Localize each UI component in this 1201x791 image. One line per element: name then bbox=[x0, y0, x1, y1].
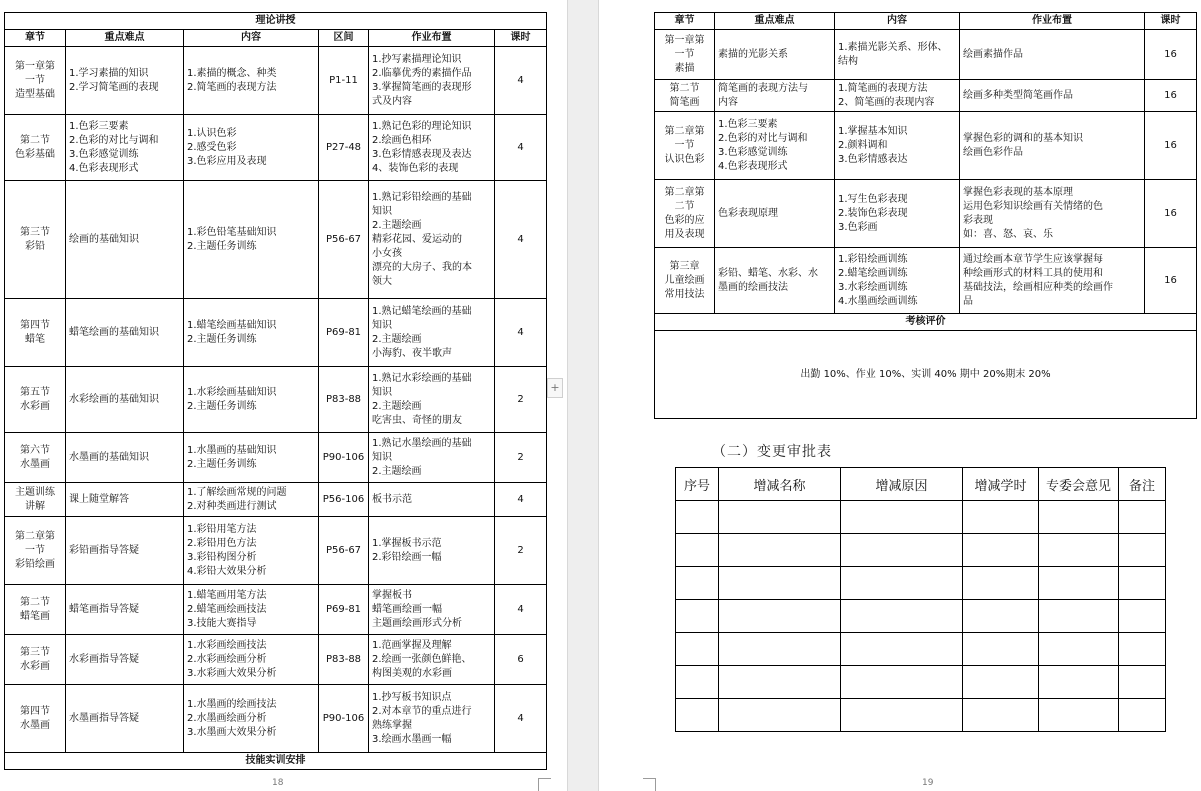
approval-empty-cell[interactable] bbox=[1119, 501, 1166, 534]
homework-cell: 1.熟记水墨绘画的基础 知识 2.主题绘画 bbox=[369, 433, 495, 483]
approval-empty-cell[interactable] bbox=[1119, 600, 1166, 633]
homework-cell: 绘画素描作品 bbox=[960, 30, 1145, 80]
hours-cell: 16 bbox=[1145, 180, 1197, 248]
table-row bbox=[5, 635, 547, 685]
right-syllabus-table bbox=[654, 12, 1197, 419]
approval-empty-row bbox=[676, 633, 1166, 666]
chapter-cell: 第四节 水墨画 bbox=[5, 685, 66, 753]
column-header: 作业布置 bbox=[960, 13, 1145, 30]
hours-cell: 4 bbox=[495, 115, 547, 181]
hours-cell: 2 bbox=[495, 367, 547, 433]
approval-empty-cell[interactable] bbox=[1039, 699, 1119, 732]
table-row bbox=[655, 248, 1197, 314]
homework-cell: 通过绘画本章节学生应该掌握每 种绘画形式的材料工具的使用和 基础技法，绘画相应种类的绘画作 品 bbox=[960, 248, 1145, 314]
chapter-cell: 第二节 简笔画 bbox=[655, 80, 715, 112]
approval-empty-cell[interactable] bbox=[1039, 567, 1119, 600]
range-cell: P56-67 bbox=[319, 517, 369, 585]
homework-cell: 1.抄写素描理论知识 2.临摹优秀的素描作品 3.掌握简笔画的表现形 式及内容 bbox=[369, 47, 495, 115]
page-gutter bbox=[567, 0, 599, 791]
content-cell: 1.彩铅用笔方法 2.彩铅用色方法 3.彩铅构图分析 4.彩铅大效果分析 bbox=[184, 517, 319, 585]
table-row bbox=[5, 433, 547, 483]
approval-empty-cell[interactable] bbox=[841, 633, 963, 666]
focus-cell: 彩铅、蜡笔、水彩、水 墨画的绘画技法 bbox=[715, 248, 835, 314]
content-cell: 1.了解绘画常规的问题 2.对种类画进行测试 bbox=[184, 483, 319, 517]
column-header: 内容 bbox=[184, 30, 319, 47]
hours-cell: 4 bbox=[495, 685, 547, 753]
range-cell: P83-88 bbox=[319, 367, 369, 433]
table-row bbox=[655, 180, 1197, 248]
content-cell: 1.认识色彩 2.感受色彩 3.色彩应用及表现 bbox=[184, 115, 319, 181]
approval-empty-row bbox=[676, 501, 1166, 534]
approval-empty-cell[interactable] bbox=[1119, 633, 1166, 666]
hours-cell: 16 bbox=[1145, 248, 1197, 314]
approval-empty-cell[interactable] bbox=[676, 633, 719, 666]
column-header: 章节 bbox=[5, 30, 66, 47]
chapter-cell: 第一章第 一节 造型基础 bbox=[5, 47, 66, 115]
content-cell: 1.写生色彩表现 2.装饰色彩表现 3.色彩画 bbox=[835, 180, 960, 248]
approval-empty-cell[interactable] bbox=[1119, 534, 1166, 567]
approval-empty-cell[interactable] bbox=[841, 699, 963, 732]
approval-empty-row bbox=[676, 534, 1166, 567]
column-header: 内容 bbox=[835, 13, 960, 30]
section-header-theory: 理论讲授 bbox=[5, 13, 547, 30]
approval-column-header: 序号 bbox=[676, 468, 719, 501]
approval-column-header: 增减学时 bbox=[963, 468, 1039, 501]
content-cell: 1.水墨画的绘画技法 2.水墨画绘画分析 3.水墨画大效果分析 bbox=[184, 685, 319, 753]
table-row bbox=[5, 517, 547, 585]
assessment-weights: 出勤 10%、作业 10%、实训 40% 期中 20%期末 20% bbox=[655, 331, 1197, 419]
approval-empty-cell[interactable] bbox=[676, 501, 719, 534]
table-row bbox=[5, 483, 547, 517]
approval-column-header: 备注 bbox=[1119, 468, 1166, 501]
focus-cell: 水墨画的基础知识 bbox=[66, 433, 184, 483]
approval-empty-row bbox=[676, 567, 1166, 600]
chapter-cell: 第三节 水彩画 bbox=[5, 635, 66, 685]
focus-cell: 课上随堂解答 bbox=[66, 483, 184, 517]
hours-cell: 4 bbox=[495, 585, 547, 635]
homework-cell: 板书示范 bbox=[369, 483, 495, 517]
page-corner-mark bbox=[643, 778, 656, 791]
approval-empty-cell[interactable] bbox=[841, 666, 963, 699]
approval-empty-row bbox=[676, 600, 1166, 633]
hours-cell: 4 bbox=[495, 483, 547, 517]
page-corner-mark bbox=[538, 778, 551, 791]
table-row bbox=[655, 80, 1197, 112]
approval-empty-cell[interactable] bbox=[1039, 666, 1119, 699]
range-cell: P83-88 bbox=[319, 635, 369, 685]
approval-empty-cell[interactable] bbox=[963, 567, 1039, 600]
column-header: 课时 bbox=[1145, 13, 1197, 30]
approval-table-title: （二）变更审批表 bbox=[712, 444, 832, 460]
table-row bbox=[655, 112, 1197, 180]
approval-empty-cell[interactable] bbox=[676, 666, 719, 699]
chapter-cell: 第三章 儿童绘画 常用技法 bbox=[655, 248, 715, 314]
add-page-button[interactable]: + bbox=[547, 378, 563, 398]
column-header: 作业布置 bbox=[369, 30, 495, 47]
focus-cell: 绘画的基础知识 bbox=[66, 181, 184, 299]
approval-empty-cell[interactable] bbox=[676, 534, 719, 567]
focus-cell: 素描的光影关系 bbox=[715, 30, 835, 80]
table-row bbox=[5, 367, 547, 433]
homework-cell: 1.熟记蜡笔绘画的基础 知识 2.主题绘画 小海豹、夜半歌声 bbox=[369, 299, 495, 367]
homework-cell: 掌握板书 蜡笔画绘画一幅 主题画绘画形式分析 bbox=[369, 585, 495, 635]
approval-empty-cell[interactable] bbox=[963, 600, 1039, 633]
homework-cell: 1.抄写板书知识点 2.对本章节的重点进行 熟练掌握 3.绘画水墨画一幅 bbox=[369, 685, 495, 753]
chapter-cell: 第二章第 一节 彩铅绘画 bbox=[5, 517, 66, 585]
chapter-cell: 第三节 彩铅 bbox=[5, 181, 66, 299]
range-cell: P56-106 bbox=[319, 483, 369, 517]
approval-empty-cell[interactable] bbox=[1119, 699, 1166, 732]
approval-empty-row bbox=[676, 699, 1166, 732]
content-cell: 1.彩铅绘画训练 2.蜡笔绘画训练 3.水彩绘画训练 4.水墨画绘画训练 bbox=[835, 248, 960, 314]
left-syllabus-table bbox=[4, 12, 547, 770]
chapter-cell: 第五节 水彩画 bbox=[5, 367, 66, 433]
content-cell: 1.掌握基本知识 2.颜料调和 3.色彩情感表达 bbox=[835, 112, 960, 180]
chapter-cell: 主题训练 讲解 bbox=[5, 483, 66, 517]
column-header: 章节 bbox=[655, 13, 715, 30]
approval-empty-cell[interactable] bbox=[719, 633, 841, 666]
approval-empty-cell[interactable] bbox=[1039, 534, 1119, 567]
approval-empty-cell[interactable] bbox=[719, 567, 841, 600]
range-cell: P90-106 bbox=[319, 685, 369, 753]
focus-cell: 蜡笔画指导答疑 bbox=[66, 585, 184, 635]
hours-cell: 16 bbox=[1145, 30, 1197, 80]
homework-cell: 1.范画掌握及理解 2.绘画一张颜色鲜艳、 构图美观的水彩画 bbox=[369, 635, 495, 685]
focus-cell: 水墨画指导答疑 bbox=[66, 685, 184, 753]
change-approval-table bbox=[675, 467, 1166, 732]
focus-cell: 1.学习素描的知识 2.学习简笔画的表现 bbox=[66, 47, 184, 115]
hours-cell: 2 bbox=[495, 517, 547, 585]
table-row bbox=[5, 47, 547, 115]
chapter-cell: 第二节 色彩基础 bbox=[5, 115, 66, 181]
focus-cell: 1.色彩三要素 2.色彩的对比与调和 3.色彩感觉训练 4.色彩表现形式 bbox=[715, 112, 835, 180]
range-cell: P27-48 bbox=[319, 115, 369, 181]
hours-cell: 4 bbox=[495, 181, 547, 299]
chapter-cell: 第六节 水墨画 bbox=[5, 433, 66, 483]
approval-empty-cell[interactable] bbox=[1119, 666, 1166, 699]
approval-empty-cell[interactable] bbox=[841, 501, 963, 534]
content-cell: 1.素描光影关系、形体、 结构 bbox=[835, 30, 960, 80]
chapter-cell: 第二节 蜡笔画 bbox=[5, 585, 66, 635]
hours-cell: 6 bbox=[495, 635, 547, 685]
approval-empty-cell[interactable] bbox=[676, 699, 719, 732]
content-cell: 1.蜡笔绘画基础知识 2.主题任务训练 bbox=[184, 299, 319, 367]
range-cell: P69-81 bbox=[319, 299, 369, 367]
approval-empty-cell[interactable] bbox=[1039, 633, 1119, 666]
content-cell: 1.水彩绘画基础知识 2.主题任务训练 bbox=[184, 367, 319, 433]
approval-empty-cell[interactable] bbox=[963, 534, 1039, 567]
range-cell: P69-81 bbox=[319, 585, 369, 635]
table-row bbox=[5, 585, 547, 635]
homework-cell: 1.熟记色彩的理论知识 2.绘画色相环 3.色彩情感表现及表达 4、装饰色彩的表现 bbox=[369, 115, 495, 181]
range-cell: P1-11 bbox=[319, 47, 369, 115]
hours-cell: 16 bbox=[1145, 112, 1197, 180]
homework-cell: 掌握色彩表现的基本原理 运用色彩知识绘画有关情绪的色 彩表现 如：喜、怒、哀、乐 bbox=[960, 180, 1145, 248]
content-cell: 1.彩色铅笔基础知识 2.主题任务训练 bbox=[184, 181, 319, 299]
table-row bbox=[5, 685, 547, 753]
page-number-right: 19 bbox=[922, 778, 934, 788]
approval-column-header: 专委会意见 bbox=[1039, 468, 1119, 501]
focus-cell: 水彩画指导答疑 bbox=[66, 635, 184, 685]
focus-cell: 简笔画的表现方法与 内容 bbox=[715, 80, 835, 112]
approval-column-header: 增减原因 bbox=[841, 468, 963, 501]
approval-empty-cell[interactable] bbox=[963, 501, 1039, 534]
hours-cell: 4 bbox=[495, 47, 547, 115]
table-row bbox=[5, 299, 547, 367]
chapter-cell: 第二章第 一节 认识色彩 bbox=[655, 112, 715, 180]
approval-empty-cell[interactable] bbox=[963, 666, 1039, 699]
column-header: 重点难点 bbox=[715, 13, 835, 30]
approval-empty-cell[interactable] bbox=[676, 567, 719, 600]
table-row bbox=[655, 30, 1197, 80]
focus-cell: 蜡笔绘画的基础知识 bbox=[66, 299, 184, 367]
hours-cell: 16 bbox=[1145, 80, 1197, 112]
section-header-practice: 技能实训安排 bbox=[5, 753, 547, 770]
focus-cell: 1.色彩三要素 2.色彩的对比与调和 3.色彩感觉训练 4.色彩表现形式 bbox=[66, 115, 184, 181]
approval-empty-cell[interactable] bbox=[841, 567, 963, 600]
approval-empty-cell[interactable] bbox=[719, 534, 841, 567]
focus-cell: 水彩绘画的基础知识 bbox=[66, 367, 184, 433]
homework-cell: 绘画多种类型简笔画作品 bbox=[960, 80, 1145, 112]
content-cell: 1.简笔画的表现方法 2、简笔画的表现内容 bbox=[835, 80, 960, 112]
content-cell: 1.水彩画绘画技法 2.水彩画绘画分析 3.水彩画大效果分析 bbox=[184, 635, 319, 685]
approval-empty-cell[interactable] bbox=[719, 699, 841, 732]
homework-cell: 1.熟记水彩绘画的基础 知识 2.主题绘画 吃害虫、奇怪的朋友 bbox=[369, 367, 495, 433]
focus-cell: 色彩表现原理 bbox=[715, 180, 835, 248]
hours-cell: 2 bbox=[495, 433, 547, 483]
table-row bbox=[5, 115, 547, 181]
approval-empty-cell[interactable] bbox=[1039, 600, 1119, 633]
approval-empty-row bbox=[676, 666, 1166, 699]
approval-empty-cell[interactable] bbox=[1119, 567, 1166, 600]
assessment-header: 考核评价 bbox=[655, 314, 1197, 331]
approval-empty-cell[interactable] bbox=[719, 666, 841, 699]
approval-empty-cell[interactable] bbox=[963, 699, 1039, 732]
hours-cell: 4 bbox=[495, 299, 547, 367]
range-cell: P56-67 bbox=[319, 181, 369, 299]
approval-empty-cell[interactable] bbox=[963, 633, 1039, 666]
approval-empty-cell[interactable] bbox=[719, 600, 841, 633]
column-header: 重点难点 bbox=[66, 30, 184, 47]
approval-empty-cell[interactable] bbox=[1039, 501, 1119, 534]
column-header: 区间 bbox=[319, 30, 369, 47]
table-row bbox=[5, 181, 547, 299]
homework-cell: 1.熟记彩铅绘画的基础 知识 2.主题绘画 精彩花园、爱运动的 小女孩 漂亮的大房子、我的本 领大 bbox=[369, 181, 495, 299]
approval-empty-cell[interactable] bbox=[676, 600, 719, 633]
chapter-cell: 第二章第 二节 色彩的应 用及表现 bbox=[655, 180, 715, 248]
content-cell: 1.水墨画的基础知识 2.主题任务训练 bbox=[184, 433, 319, 483]
approval-empty-cell[interactable] bbox=[841, 534, 963, 567]
approval-column-header: 增减名称 bbox=[719, 468, 841, 501]
homework-cell: 掌握色彩的调和的基本知识 绘画色彩作品 bbox=[960, 112, 1145, 180]
content-cell: 1.素描的概念、种类 2.简笔画的表现方法 bbox=[184, 47, 319, 115]
focus-cell: 彩铅画指导答疑 bbox=[66, 517, 184, 585]
chapter-cell: 第四节 蜡笔 bbox=[5, 299, 66, 367]
approval-empty-cell[interactable] bbox=[719, 501, 841, 534]
chapter-cell: 第一章第 一节 素描 bbox=[655, 30, 715, 80]
approval-empty-cell[interactable] bbox=[841, 600, 963, 633]
content-cell: 1.蜡笔画用笔方法 2.蜡笔画绘画技法 3.技能大赛指导 bbox=[184, 585, 319, 635]
column-header: 课时 bbox=[495, 30, 547, 47]
range-cell: P90-106 bbox=[319, 433, 369, 483]
homework-cell: 1.掌握板书示范 2.彩铅绘画一幅 bbox=[369, 517, 495, 585]
page-number-left: 18 bbox=[272, 778, 284, 788]
